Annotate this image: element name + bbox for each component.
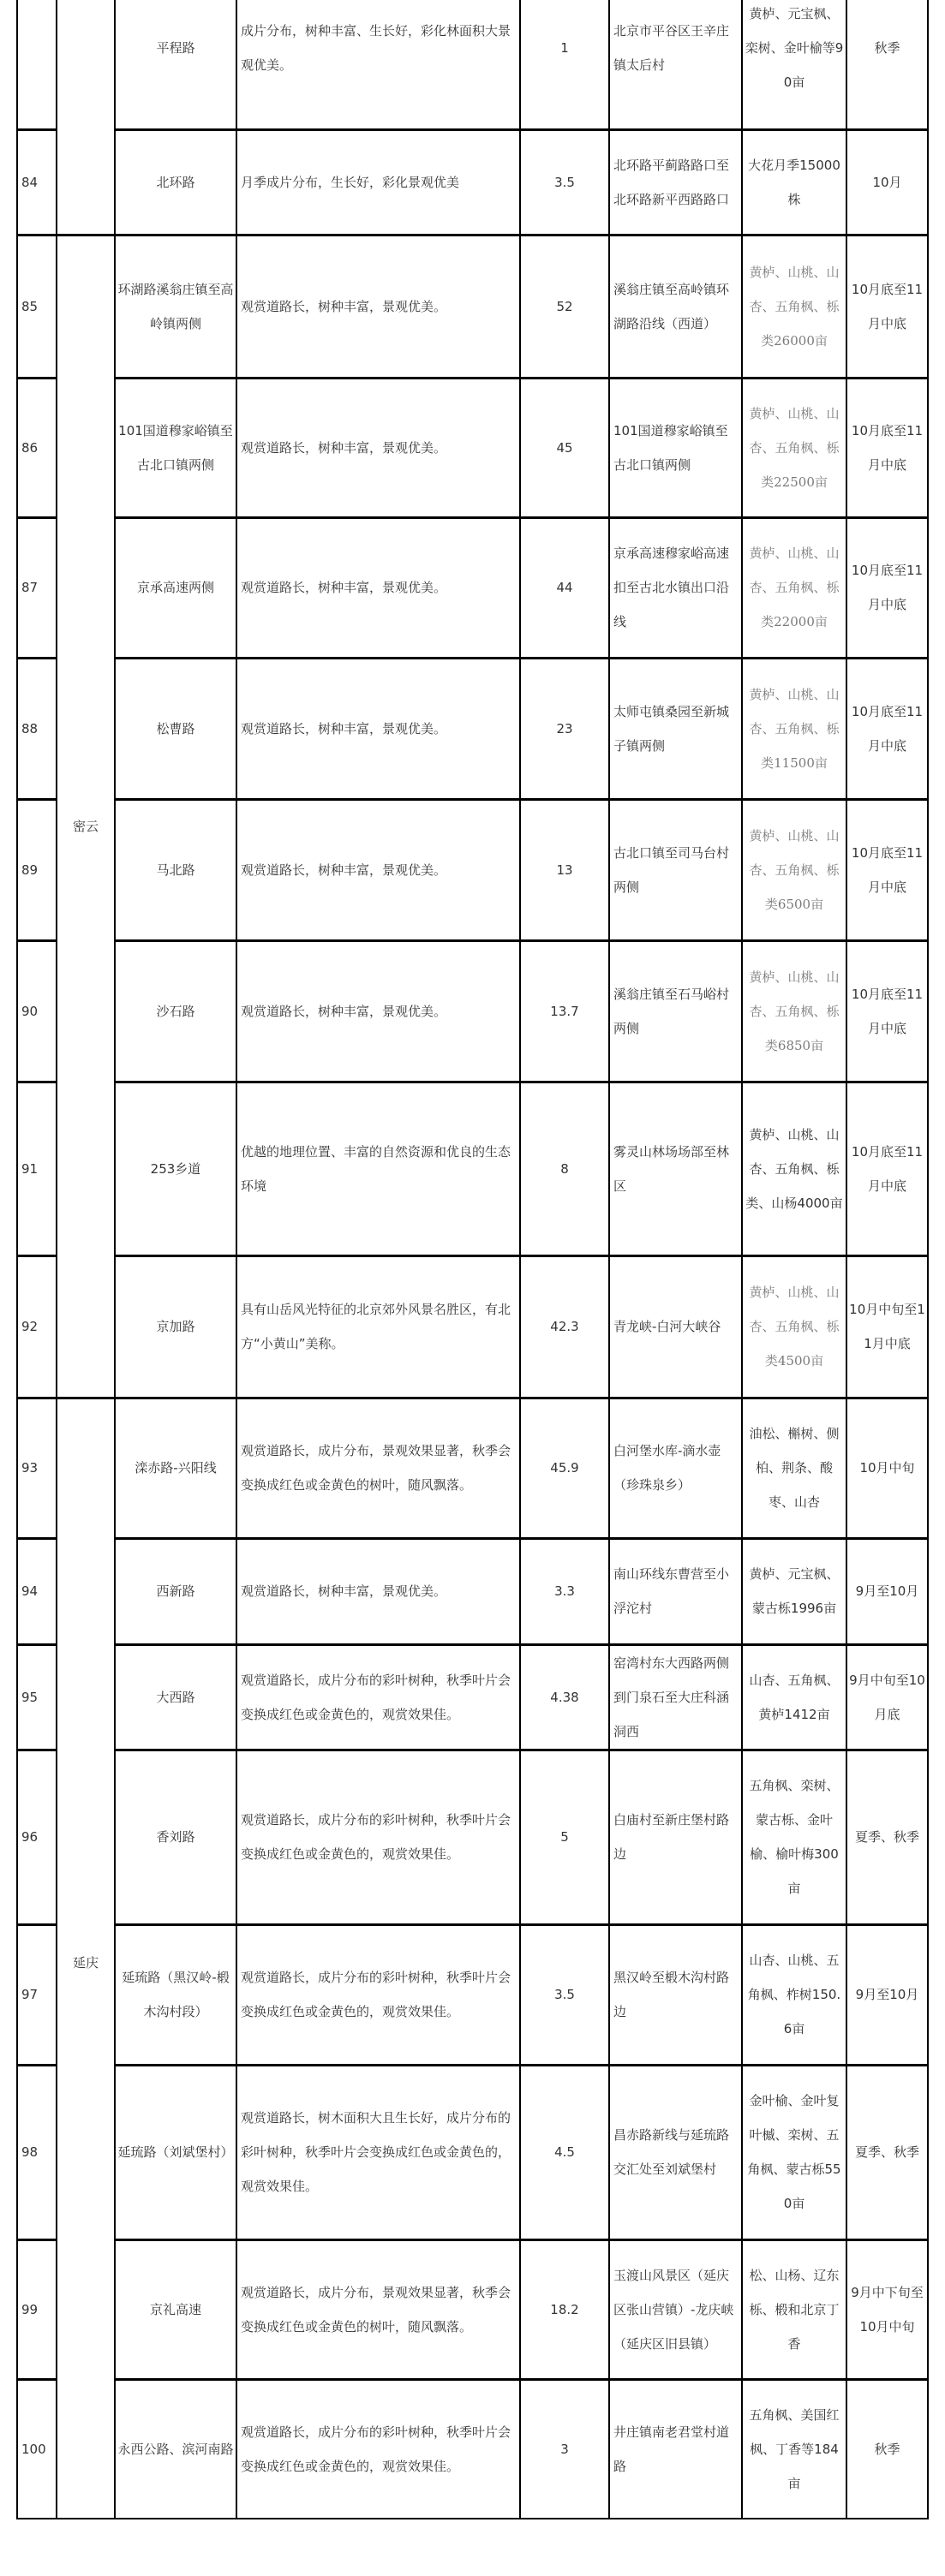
- viewing-season: 夏季、秋季: [854, 1829, 919, 1845]
- road-name: 松曹路: [156, 720, 195, 736]
- road-location: 雾灵山林场场部至林区: [613, 1143, 730, 1194]
- road-length-km-cell: [523, 378, 607, 517]
- row-number-cell: [20, 1644, 54, 1750]
- tree-species-cell: [745, 0, 844, 129]
- row-divider: [17, 798, 57, 801]
- row-divider: [115, 377, 929, 379]
- row-number-cell: [20, 1082, 54, 1255]
- road-length-km-cell: [523, 2239, 607, 2379]
- viewing-season-cell: [849, 1924, 925, 2065]
- row-divider: [115, 939, 929, 942]
- road-description-cell: [239, 1750, 517, 1924]
- row-number: 98: [21, 2144, 39, 2160]
- road-name: 北环路: [156, 174, 195, 190]
- road-location: 窑湾村东大西路两侧到门泉石至大庄科涵洞西: [613, 1655, 730, 1739]
- row-number-cell: [20, 517, 54, 658]
- road-name-cell: [117, 658, 234, 799]
- row-divider: [17, 1081, 57, 1083]
- tree-species: 黄栌、山桃、山杏、五角枫、栎类6850亩: [749, 969, 840, 1053]
- road-location-cell: [612, 1255, 739, 1398]
- road-description: 观赏道路长，成片分布，景观效果显著，秋季会变换成红色或金黄色的树叶，随风飘落。: [241, 2284, 511, 2334]
- road-name: 大西路: [156, 1689, 195, 1705]
- road-location: 白河堡水库-滴水壶（珍珠泉乡）: [613, 1443, 721, 1493]
- tree-species-cell: [745, 235, 844, 378]
- tree-species: 五角枫、栾树、蒙古栎、金叶榆、榆叶梅300亩: [749, 1778, 840, 1896]
- road-name-cell: [117, 1644, 234, 1750]
- road-description-cell: [239, 658, 517, 799]
- road-length-km-cell: [523, 1750, 607, 1924]
- viewing-season-cell: [849, 0, 925, 129]
- road-length-km: 52: [556, 298, 573, 314]
- viewing-season-cell: [849, 1538, 925, 1644]
- row-divider: [115, 1749, 929, 1751]
- row-divider: [17, 2239, 57, 2241]
- tree-species: 黄栌、元宝枫、栾树、金叶榆等90亩: [745, 5, 844, 90]
- viewing-season-cell: [849, 1750, 925, 1924]
- row-number: 87: [21, 580, 39, 595]
- road-description: 观赏道路长，树种丰富，景观优美。: [241, 1003, 447, 1019]
- road-length-km-cell: [523, 2379, 607, 2519]
- road-name: 延琉路（刘斌堡村）: [117, 2144, 234, 2160]
- viewing-season-cell: [849, 1082, 925, 1255]
- district-name: 密云: [72, 819, 99, 834]
- road-name-cell: [117, 1398, 234, 1538]
- viewing-season: 9月至10月: [855, 1987, 919, 2002]
- road-name-cell: [117, 1082, 234, 1255]
- tree-species-cell: [745, 658, 844, 799]
- road-length-km: 8: [560, 1160, 569, 1177]
- tree-species: 黄栌、元宝枫、蒙古栎1996亩: [749, 1566, 840, 1616]
- row-number: 96: [21, 1829, 39, 1845]
- road-description-cell: [239, 235, 517, 378]
- row-number: 95: [21, 1689, 39, 1705]
- row-divider: [115, 798, 929, 801]
- road-location: 昌赤路新线与延琉路交汇处至刘斌堡村: [613, 2127, 730, 2177]
- road-description-cell: [239, 1082, 517, 1255]
- road-location-cell: [612, 0, 739, 129]
- road-length-km: 44: [556, 580, 573, 595]
- road-location-cell: [612, 2065, 739, 2239]
- road-location-cell: [612, 1398, 739, 1538]
- row-divider: [17, 1537, 57, 1540]
- viewing-season-cell: [849, 940, 925, 1082]
- tree-species-cell: [745, 940, 844, 1082]
- row-divider: [17, 657, 57, 659]
- road-location-cell: [612, 1924, 739, 2065]
- row-divider: [115, 1643, 929, 1646]
- viewing-season-cell: [849, 517, 925, 658]
- row-number: 85: [21, 298, 39, 314]
- row-number: 94: [21, 1583, 39, 1599]
- road-name-cell: [117, 235, 234, 378]
- road-location: 玉渡山风景区（延庆区张山营镇）-龙庆峡（延庆区旧县镇）: [613, 2267, 734, 2352]
- row-divider: [115, 1923, 929, 1926]
- road-length-km: 3.5: [554, 174, 575, 190]
- row-divider: [17, 377, 57, 379]
- viewing-season: 10月底至11月中底: [851, 1143, 924, 1194]
- row-divider: [17, 516, 57, 519]
- road-name-cell: [117, 1255, 234, 1398]
- road-name-cell: [117, 378, 234, 517]
- road-description-cell: [239, 1255, 517, 1398]
- tree-species: 黄栌、山桃、山杏、五角枫、栎类11500亩: [749, 686, 840, 771]
- road-description: 观赏道路长，成片分布的彩叶树种，秋季叶片会变换成红色或金黄色的，观赏效果佳。: [241, 1672, 511, 1722]
- viewing-season: 10月中旬至11月中底: [849, 1302, 925, 1351]
- road-length-km-cell: [523, 235, 607, 378]
- road-description-cell: [239, 940, 517, 1082]
- row-number: 93: [21, 1460, 39, 1476]
- road-name: 京承高速两侧: [136, 580, 214, 595]
- tree-species-cell: [745, 1644, 844, 1750]
- tree-species-cell: [745, 2379, 844, 2519]
- road-length-km: 1: [560, 39, 569, 56]
- row-divider: [17, 2378, 57, 2381]
- tree-species-cell: [745, 1082, 844, 1255]
- road-length-km: 3.5: [554, 1987, 575, 2002]
- row-number-cell: [20, 1398, 54, 1538]
- road-description: 观赏道路长，树种丰富，景观优美。: [241, 298, 447, 314]
- road-length-km-cell: [523, 1924, 607, 2065]
- road-description-cell: [239, 0, 517, 129]
- road-length-km-cell: [523, 940, 607, 1082]
- road-location: 溪翁庄镇至石马峪村两侧: [613, 986, 730, 1036]
- road-location: 溪翁庄镇至高岭镇环湖路沿线（西道）: [613, 281, 730, 331]
- road-length-km-cell: [523, 0, 607, 129]
- road-location: 太师屯镇桑园至新城子镇两侧: [613, 703, 730, 754]
- row-number: 92: [21, 1319, 39, 1334]
- tree-species-cell: [745, 129, 844, 235]
- row-number: 86: [21, 439, 39, 456]
- road-location: 黑汉岭至椴木沟村路边: [613, 1970, 730, 2019]
- road-location: 101国道穆家峪镇至古北口镇两侧: [613, 422, 728, 473]
- viewing-season-cell: [849, 2065, 925, 2239]
- row-number-cell: [20, 2239, 54, 2379]
- road-length-km-cell: [523, 1644, 607, 1750]
- row-number-cell: [20, 378, 54, 517]
- road-location-cell: [612, 129, 739, 235]
- road-length-km-cell: [523, 1255, 607, 1398]
- tree-species: 油松、槲树、侧柏、荆条、酸枣、山杏: [749, 1426, 840, 1510]
- tree-species: 大花月季15000株: [748, 157, 840, 207]
- row-number-cell: [20, 1924, 54, 2065]
- row-divider: [17, 1923, 57, 1926]
- tree-species: 金叶榆、金叶复叶槭、栾树、五角枫、蒙古栎550亩: [747, 2093, 841, 2211]
- road-description: 月季成片分布，生长好，彩化景观优美: [241, 174, 460, 190]
- road-name: 101国道穆家峪镇至古北口镇两侧: [118, 422, 233, 473]
- road-location: 京承高速穆家峪高速扣至古北水镇出口沿线: [613, 546, 730, 629]
- road-length-km: 18.2: [550, 2301, 579, 2317]
- row-number-cell: [20, 129, 54, 235]
- road-description-cell: [239, 129, 517, 235]
- viewing-season: 10月底至11月中底: [851, 563, 924, 612]
- tree-species-cell: [745, 1750, 844, 1924]
- row-number: 100: [21, 2441, 46, 2457]
- viewing-season-cell: [849, 235, 925, 378]
- viewing-season-cell: [849, 129, 925, 235]
- viewing-season-cell: [849, 2239, 925, 2379]
- road-name: 平程路: [156, 39, 195, 56]
- road-length-km: 3.3: [554, 1583, 575, 1599]
- tree-species: 五角枫、美国红枫、丁香等184亩: [749, 2406, 840, 2491]
- road-length-km: 13.7: [550, 1003, 579, 1019]
- road-location-cell: [612, 940, 739, 1082]
- road-name: 沙石路: [156, 1003, 195, 1019]
- road-description: 成片分布，树种丰富、生长好，彩化林面积大景观优美。: [241, 22, 511, 73]
- road-description: 观赏道路长，树种丰富，景观优美。: [241, 862, 447, 878]
- road-name-cell: [117, 129, 234, 235]
- tree-species-cell: [745, 378, 844, 517]
- road-location-cell: [612, 1644, 739, 1750]
- road-length-km-cell: [523, 799, 607, 940]
- row-number-cell: [20, 235, 54, 378]
- viewing-season: 10月: [872, 174, 902, 190]
- road-description-cell: [239, 1924, 517, 2065]
- row-number: 91: [21, 1160, 39, 1177]
- road-location-cell: [612, 658, 739, 799]
- tree-species: 黄栌、山桃、山杏、五角枫、栎类6500亩: [749, 827, 840, 912]
- row-number: 90: [21, 1003, 39, 1019]
- viewing-season: 9月中下旬至10月中旬: [851, 2284, 924, 2334]
- road-location: 井庄镇南老君堂村道路: [613, 2424, 730, 2474]
- row-divider: [17, 234, 929, 236]
- road-location-cell: [612, 2239, 739, 2379]
- road-length-km-cell: [523, 129, 607, 235]
- row-divider: [115, 1255, 929, 1257]
- tree-species: 黄栌、山桃、山杏、五角枫、栎类22500亩: [749, 405, 840, 490]
- row-number-cell: [20, 1255, 54, 1398]
- road-description: 观赏道路长，成片分布，景观效果显著，秋季会变换成红色或金黄色的树叶，随风飘落。: [241, 1443, 511, 1493]
- road-description: 观赏道路长，树种丰富，景观优美。: [241, 1583, 447, 1599]
- road-location: 青龙峡-白河大峡谷: [613, 1319, 721, 1334]
- road-name: 环湖路溪翁庄镇至高岭镇两侧: [117, 281, 234, 331]
- road-name-cell: [117, 2239, 234, 2379]
- viewing-season: 夏季、秋季: [854, 2144, 919, 2160]
- row-divider: [17, 128, 57, 131]
- tree-species: 黄栌、山桃、山杏、五角枫、栎类26000亩: [749, 264, 840, 349]
- row-number-cell: [20, 2379, 54, 2519]
- road-description-cell: [239, 799, 517, 940]
- road-length-km: 3: [560, 2441, 569, 2457]
- road-name-cell: [117, 0, 234, 129]
- road-name-cell: [117, 517, 234, 658]
- district-cell: [58, 1946, 113, 1980]
- row-divider: [17, 2064, 57, 2066]
- road-name: 马北路: [156, 862, 195, 878]
- district-cell: [58, 809, 113, 844]
- road-location-cell: [612, 799, 739, 940]
- row-number-cell: [20, 2065, 54, 2239]
- road-length-km: 4.38: [550, 1689, 579, 1705]
- road-description: 优越的地理位置、丰富的自然资源和优良的生态环境: [241, 1143, 511, 1194]
- road-description-cell: [239, 2065, 517, 2239]
- tree-species: 山杏、山桃、五角枫、柞树150.6亩: [747, 1953, 841, 2036]
- road-name: 滦赤路-兴阳线: [135, 1460, 217, 1476]
- row-divider: [17, 1397, 929, 1399]
- tree-species-cell: [745, 2065, 844, 2239]
- road-location: 北环路平蓟路路口至北环路新平西路路口: [613, 157, 730, 207]
- road-name: 京加路: [156, 1319, 195, 1334]
- viewing-season: 10月底至11月中底: [851, 703, 924, 754]
- district-cell: [58, 0, 113, 34]
- road-length-km: 23: [556, 720, 573, 736]
- road-name-cell: [117, 1750, 234, 1924]
- viewing-season-cell: [849, 1644, 925, 1750]
- viewing-season: 10月中旬: [859, 1460, 915, 1476]
- road-location-cell: [612, 1538, 739, 1644]
- row-number-cell: [20, 0, 54, 129]
- road-description: 观赏道路长，树木面积大且生长好，成片分布的彩叶树种，秋季叶片会变换成红色或金黄色的，观赏效果佳。: [241, 2110, 511, 2194]
- road-name-cell: [117, 2065, 234, 2239]
- viewing-season: 10月底至11月中底: [851, 422, 924, 473]
- road-description: 观赏道路长，成片分布的彩叶树种，秋季叶片会变换成红色或金黄色的，观赏效果佳。: [241, 1970, 511, 2019]
- road-name: 永西公路、滨河南路: [117, 2441, 234, 2457]
- tree-species: 黄栌、山桃、山杏、五角枫、栎类22000亩: [749, 546, 840, 629]
- road-description-cell: [239, 1644, 517, 1750]
- row-number: 97: [21, 1987, 39, 2002]
- viewing-season-cell: [849, 1398, 925, 1538]
- road-description: 观赏道路长，成片分布的彩叶树种，秋季叶片会变换成红色或金黄色的，观赏效果佳。: [241, 2424, 511, 2474]
- viewing-season-cell: [849, 658, 925, 799]
- row-divider: [115, 2239, 929, 2241]
- road-description: 观赏道路长，树种丰富，景观优美。: [241, 720, 447, 736]
- road-description-cell: [239, 2379, 517, 2519]
- road-name: 延琉路（黑汉岭-椴木沟村段）: [122, 1970, 230, 2019]
- road-location-cell: [612, 378, 739, 517]
- road-description: 观赏道路长，成片分布的彩叶树种，秋季叶片会变换成红色或金黄色的，观赏效果佳。: [241, 1812, 511, 1862]
- tree-species: 山杏、五角枫、黄栌1412亩: [749, 1672, 840, 1722]
- road-name-cell: [117, 1538, 234, 1644]
- viewing-season-cell: [849, 1255, 925, 1398]
- tree-species-cell: [745, 1538, 844, 1644]
- row-number-cell: [20, 1538, 54, 1644]
- road-description: 具有山岳风光特征的北京郊外风景名胜区，有北方“小黄山”美称。: [241, 1302, 511, 1351]
- row-divider: [115, 657, 929, 659]
- road-length-km-cell: [523, 1398, 607, 1538]
- tree-species-cell: [745, 799, 844, 940]
- road-length-km-cell: [523, 1082, 607, 1255]
- road-location: 古北口镇至司马台村两侧: [613, 844, 730, 895]
- viewing-season: 秋季: [874, 39, 900, 56]
- road-location-cell: [612, 2379, 739, 2519]
- district-name: 延庆: [72, 1955, 99, 1971]
- road-length-km: 45: [556, 439, 573, 456]
- row-divider: [17, 1643, 57, 1646]
- road-name: 香刘路: [156, 1829, 195, 1845]
- row-divider: [115, 1537, 929, 1540]
- row-number-cell: [20, 940, 54, 1082]
- road-length-km: 4.5: [554, 2144, 575, 2160]
- tree-species-cell: [745, 517, 844, 658]
- tree-species: 黄栌、山桃、山杏、五角枫、栎类、山杨4000亩: [745, 1126, 843, 1211]
- row-divider: [17, 939, 57, 942]
- road-length-km-cell: [523, 658, 607, 799]
- road-location-cell: [612, 1750, 739, 1924]
- viewing-season: 10月底至11月中底: [851, 986, 924, 1036]
- tree-species-cell: [745, 1924, 844, 2065]
- road-description: 观赏道路长，树种丰富，景观优美。: [241, 580, 447, 595]
- tree-species-cell: [745, 2239, 844, 2379]
- road-name-cell: [117, 1924, 234, 2065]
- tree-species-cell: [745, 1398, 844, 1538]
- viewing-season-cell: [849, 799, 925, 940]
- row-divider: [115, 1081, 929, 1083]
- row-number: 88: [21, 720, 39, 736]
- road-name: 253乡道: [150, 1160, 201, 1177]
- road-description-cell: [239, 517, 517, 658]
- row-number: 84: [21, 174, 39, 190]
- road-length-km: 5: [560, 1829, 569, 1845]
- road-length-km-cell: [523, 517, 607, 658]
- road-name: 京礼高速: [149, 2301, 201, 2317]
- road-location-cell: [612, 517, 739, 658]
- road-name-cell: [117, 940, 234, 1082]
- road-length-km-cell: [523, 2065, 607, 2239]
- road-length-km-cell: [523, 1538, 607, 1644]
- road-description-cell: [239, 1538, 517, 1644]
- tree-species-cell: [745, 1255, 844, 1398]
- tree-species: 黄栌、山桃、山杏、五角枫、栎类4500亩: [749, 1285, 840, 1368]
- row-divider: [17, 1749, 57, 1751]
- row-divider: [115, 2064, 929, 2066]
- row-divider: [115, 128, 929, 131]
- viewing-season: 9月至10月: [855, 1583, 919, 1599]
- viewing-season: 10月底至11月中底: [851, 844, 924, 895]
- row-divider: [115, 2378, 929, 2381]
- road-location: 南山环线东曹营至小浮沱村: [613, 1566, 730, 1616]
- viewing-season: 秋季: [874, 2441, 900, 2457]
- road-location-cell: [612, 1082, 739, 1255]
- viewing-season-cell: [849, 2379, 925, 2519]
- row-number-cell: [20, 799, 54, 940]
- road-name: 西新路: [156, 1583, 195, 1599]
- row-divider: [115, 516, 929, 519]
- road-description-cell: [239, 378, 517, 517]
- road-length-km: 45.9: [550, 1460, 579, 1476]
- row-number: 99: [21, 2301, 39, 2317]
- road-description: 观赏道路长，树种丰富，景观优美。: [241, 439, 447, 456]
- road-location: 白庙村至新庄堡村路边: [613, 1812, 730, 1862]
- viewing-season-cell: [849, 378, 925, 517]
- viewing-season: 9月中旬至10月底: [849, 1672, 925, 1722]
- road-location: 北京市平谷区王辛庄镇太后村: [613, 22, 730, 73]
- road-length-km: 13: [556, 862, 573, 878]
- road-description-cell: [239, 2239, 517, 2379]
- road-name-cell: [117, 2379, 234, 2519]
- viewing-season: 10月底至11月中底: [851, 281, 924, 331]
- row-number-cell: [20, 658, 54, 799]
- road-description-cell: [239, 1398, 517, 1538]
- row-divider: [17, 1255, 57, 1257]
- row-number: 89: [21, 862, 39, 878]
- road-name-cell: [117, 799, 234, 940]
- tree-species: 松、山杨、辽东栎、椴和北京丁香: [749, 2267, 840, 2352]
- table-bottom-border: [17, 2518, 929, 2519]
- row-number-cell: [20, 1750, 54, 1924]
- road-location-cell: [612, 235, 739, 378]
- road-length-km: 42.3: [550, 1319, 579, 1334]
